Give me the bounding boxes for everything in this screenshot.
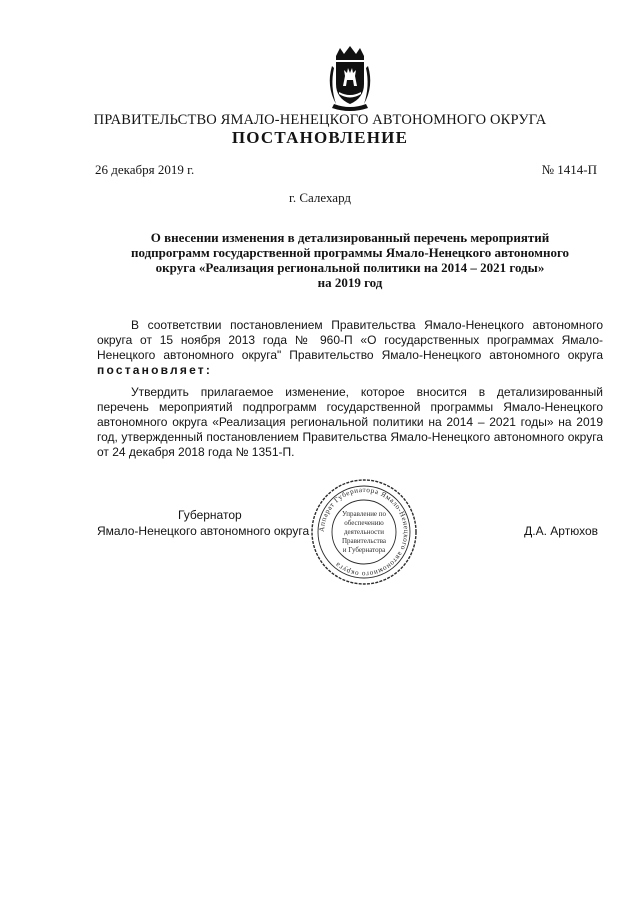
- seal-ring-text: Аппарат Губернатора Ямало-Ненецкого автономного округа: [317, 485, 411, 579]
- signatory-position-line2: Ямало-Ненецкого автономного округа: [97, 524, 310, 538]
- document-city: г. Салехард: [288, 190, 352, 205]
- yanao-coat-of-arms-icon: [324, 46, 376, 112]
- signatory-name: Д.А. Артюхов: [524, 524, 598, 538]
- resolution-paragraph: [97, 385, 603, 460]
- seal-center-line: Управление по: [341, 510, 387, 518]
- document-number: № 1414-П: [541, 162, 597, 177]
- title-line: О внесении изменения в детализированный перечень мероприятий: [150, 230, 550, 245]
- seal-center-line: и Губернатора: [342, 546, 386, 554]
- preamble-paragraph: [97, 318, 603, 378]
- preamble-text: В соответствии постановлением Правительства Ямало-Ненецкого автономного округа от 15 ноября 2013 года № 960-П «О государственных программах Ямало-Ненецкого автономного округа" Правительство Ямало-Ненецкого автономного округа: [97, 318, 603, 362]
- title-line: на 2019 год: [317, 275, 383, 290]
- seal-center-line: Правительства: [341, 537, 387, 545]
- decree-verb: постановляет:: [97, 363, 213, 377]
- document-date: 26 декабря 2019 г.: [95, 162, 195, 177]
- signatory-position-line1: Губернатор: [178, 508, 242, 522]
- seal-center-line: обеспечению: [344, 519, 384, 527]
- official-seal-icon: [310, 478, 418, 586]
- title-line: округа «Реализация региональной политики на 2014 – 2021 годы»: [155, 260, 545, 275]
- document-title: [100, 230, 600, 290]
- organization-name: ПРАВИТЕЛЬСТВО ЯМАЛО-НЕНЕЦКОГО АВТОНОМНОГО ОКРУГА: [93, 112, 547, 128]
- title-line: подпрограмм государственной программы Ямало-Ненецкого автономного: [130, 245, 570, 260]
- seal-center-line: деятельности: [343, 528, 385, 536]
- resolution-text: Утвердить прилагаемое изменение, которое вносится в детализированный перечень мероприятий подпрограмм государственной программы Ямало-Ненецкого автономного округа «Реализация региональной политики на 2014 – 2021 годы» на 2019 год, утвержденный постановлением Правительства Ямало-Ненецкого автономного округа от 24 декабря 2018 года № 1351-П.: [97, 385, 603, 459]
- document-type: ПОСТАНОВЛЕНИЕ: [231, 128, 409, 147]
